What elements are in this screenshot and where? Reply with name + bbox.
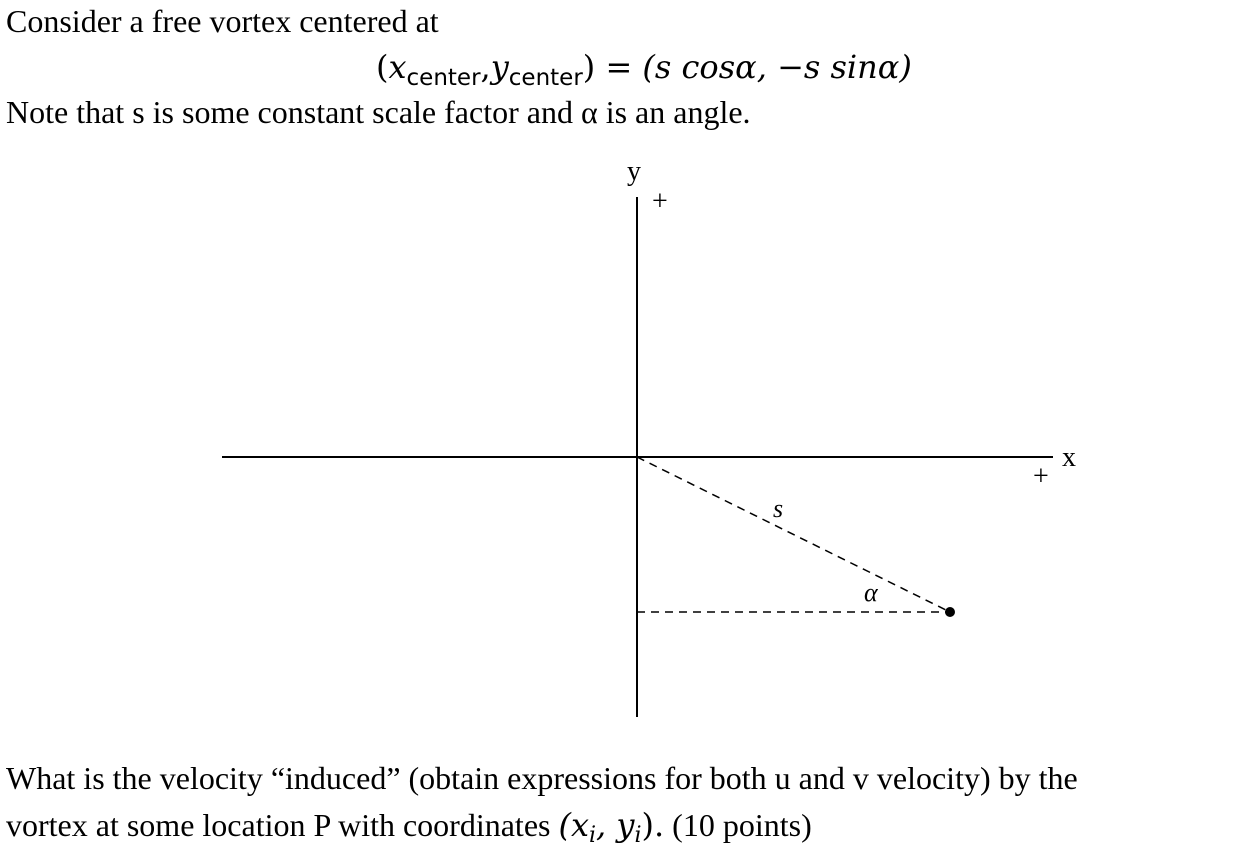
coord-y-sub: i xyxy=(634,823,642,848)
coordinates-expression xyxy=(558,806,665,848)
note-text: Note that s is some constant scale factor and α is an angle. xyxy=(6,94,751,130)
coord-open: ( xyxy=(558,806,571,844)
x-axis-label: x xyxy=(1062,442,1076,473)
coord-comma: , xyxy=(596,806,617,844)
y-axis-label: y xyxy=(627,156,641,187)
eq-x-sub: center xyxy=(406,65,481,91)
question-line-2-text: vortex at some location P with coordinates xyxy=(6,807,559,843)
alpha-label: α xyxy=(864,578,878,607)
question-line-2 xyxy=(6,807,812,854)
coord-close: ). xyxy=(641,806,665,844)
coord-x: x xyxy=(570,806,589,844)
eq-y-sub: center xyxy=(508,65,583,91)
eq-open-paren: ( xyxy=(376,48,389,86)
eq-equals: = xyxy=(595,48,643,86)
coord-y: y xyxy=(616,806,635,844)
s-label: s xyxy=(773,494,784,523)
eq-rhs: (s cosα, −s sinα) xyxy=(642,48,912,86)
points-text: (10 points) xyxy=(664,807,812,843)
x-plus-sign: + xyxy=(1033,461,1049,492)
vortex-center-point xyxy=(945,607,955,617)
eq-x-var: x xyxy=(388,48,407,86)
radius-s-line xyxy=(637,457,950,612)
eq-comma: , xyxy=(480,48,491,86)
question-line-1: What is the velocity “induced” (obtain expressions for both u and v velocity) by the xyxy=(6,760,1078,796)
coord-x-sub: i xyxy=(589,823,597,848)
eq-y-var: y xyxy=(490,48,509,86)
eq-close-paren: ) xyxy=(582,48,596,86)
intro-text: Consider a free vortex centered at xyxy=(6,3,439,39)
y-plus-sign: + xyxy=(652,186,668,217)
